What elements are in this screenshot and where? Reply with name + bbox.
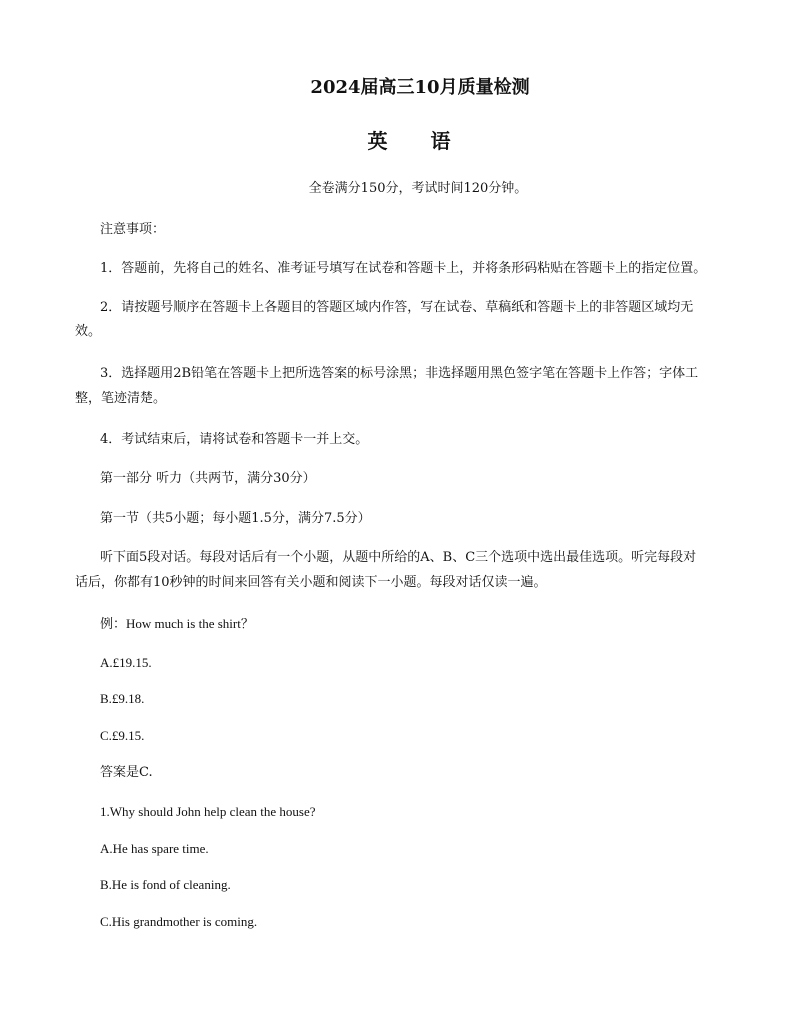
note-item-3-cont: 整，笔迹清楚。 [75,391,167,406]
subject-title: 英 语 [367,129,469,153]
example-option-c: C.£9.15. [100,728,145,743]
note-item-2: 2．请按题号顺序在答题卡上各题目的答题区域内作答，写在试卷、草稿纸和答题卡上的非答题区域均无 [100,300,694,315]
note-item-3: 3．选择题用2B铅笔在答题卡上把所选答案的标号涂黑；非选择题用黑色签字笔在答题卡上作答；字体工 [100,366,699,381]
notes-heading: 注意事项： [100,222,166,237]
example-answer: 答案是C. [100,765,153,780]
instructions-line-2: 话后，你都有10秒钟的时间来回答有关小题和阅读下一小题。每段对话仅读一遍。 [75,575,547,590]
note-item-2-cont: 效。 [75,324,102,339]
instructions-line-1: 听下面5段对话。每段对话后有一个小题，从题中所给的A、B、C三个选项中选出最佳选项。听完每段对 [100,550,697,565]
example-question: 例：How much is the shirt？ [100,616,254,631]
exam-title: 2024届高三10月质量检测 [310,77,530,98]
question-1-option-c: C.His grandmother is coming. [100,914,258,929]
note-item-1: 1．答题前，先将自己的姓名、准考证号填写在试卷和答题卡上，并将条形码粘贴在答题卡上的指定位置。 [100,261,707,276]
example-option-a: A.£19.15. [100,655,152,670]
question-1-option-a: A.He has spare time. [100,841,209,856]
example-option-b: B.£9.18. [100,691,145,706]
part1-heading: 第一部分 听力（共两节，满分30分） [100,471,316,486]
section1-heading: 第一节（共5小题；每小题1.5分，满分7.5分） [100,511,371,526]
question-1: 1.Why should John help clean the house? [100,804,316,819]
question-1-option-b: B.He is fond of cleaning. [100,877,231,892]
score-note: 全卷满分150分，考试时间120分钟。 [308,181,528,196]
note-item-4: 4．考试结束后，请将试卷和答题卡一并上交。 [100,432,369,447]
